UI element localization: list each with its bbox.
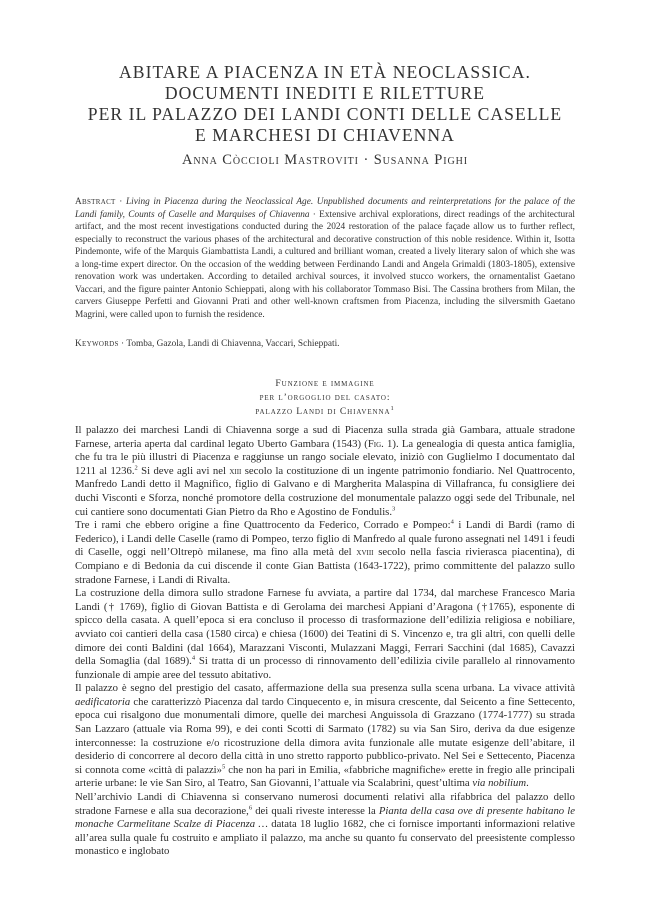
text-run: ). La genealogia di questa antica famiglia, che fu tra le più illustri di Piacenza e raggiunse un rango sociale elevato, iniziò con Guglielmo I documentato dal 1211 al 1236. [75, 437, 575, 477]
text-run: Nell’archivio Landi di Chiavenna si conservano numerosi documenti relativi alla rifabbrica del palazzo dello stradone Farnese e alla sua decorazione, [75, 791, 575, 817]
article-title-line-2: DOCUMENTI INEDITI E RILETTURE [164, 83, 486, 103]
text-run: dei quali riveste interesse la [252, 804, 379, 817]
abstract-label: Abstract [75, 197, 116, 207]
body-paragraph [75, 424, 575, 519]
text-run: La costruzione della dimora sullo stradone Farnese fu avviata, a partire dal 1734, dal marchese Francesco Maria Landi († 1769), figlio di Giovan Battista e di Gerolama dei marchesi Appiani d’Aragona (†1765), esponente di spicco della casata. A quell’epoca si era concluso il processo di trasformazione dell’edilizia religiosa e nobiliare, avviato coi cantieri della casa (1580 circa) e chiesa (1600) dei Teatini di S. Vincenzo e, tra gli altri, con quelli delle dimore dei conti Baldini (dal 1664), Marazzani Visconti, Mulazzani Maggi, Ferrari Sacchini (dal 1685), Cavazzi della Somaglia (dal 1689). [75, 587, 575, 668]
authors-line [0, 152, 650, 169]
footnote-marker: 4 [450, 518, 454, 526]
body-paragraph [75, 682, 575, 791]
author-separator: · [363, 152, 370, 168]
text-run: i Landi di Bardi (ramo di Federico), i Landi delle Caselle (ramo di Pompeo, terzo figlio di Manfredo al quale furono assegnati nel 1491 i feudi di Caselle, oggi nell’Oltrepò milanese, ma fino alla metà del [75, 519, 575, 559]
keywords-label: Keywords [75, 339, 119, 349]
italic-term: aedificatoria [75, 695, 131, 708]
section-heading-line-3 [0, 406, 650, 417]
abstract-english-title: Living in Piacenza during the Neoclassical Age. Unpublished documents and reinterpretations for the palace of the Landi family, Counts of Caselle and Marquises of Chiavenna [75, 197, 575, 220]
roman-numeral: xiii [229, 464, 242, 477]
abstract-text: Extensive archival explorations, direct readings of the architectural artifact, and the most recent investigations conducted during the 2024 restoration of the palace façade allow us to further reflect, especially to reconstruct the various phases of the architectural and decorative construction of this noble residence. Within it, Isotta Pindemonte, wife of the Marquis Giambattista Landi, a cultured and brilliant woman, created a lively literary salon of which she was a long-time expert director. On the occasion of the wedding between Ferdinando Landi and Angela Grimaldi (1803-1805), extensive renovation work was undertaken. According to detailed archival sources, it involved stucco workers, the ornamentalist Gaetano Vaccari, and the figure painter Antonio Schieppati, along with his collaborator Tommaso Bisi. The Cassina brothers from Milan, the carvers Giuseppe Perfetti and Giovanni Prati and other well-known craftsmen from Piacenza, including the silversmith Gaetano Magrini, were called upon to furnish the residence. [75, 209, 575, 320]
footnote-marker: 6 [248, 804, 253, 812]
keywords-separator: · [118, 339, 127, 349]
text-run: . [526, 777, 529, 790]
text-run: secolo la costituzione di un ingente patrimonio fondiario. Nel Quattrocento, Manfredo Landi detto il Magnifico, figlio di Galvano e di Margherita Malaspina di Villafranca, fu consigliere dei duchi Visconti e Sforza, nonché promotore della costruzione del monumentale palazzo oggi sede del Tribunale, nel cui cantiere sono documentati Gian Pietro da Rho e Agostino de Fondulis. [75, 464, 575, 518]
footnote-marker: 2 [134, 464, 138, 472]
text-run: secolo nella fascia rivierasca piacentina), di Compiano e di Bedonia da cui discende il conte Gian Battista (1643-1722), primo committente del palazzo sullo stradone Farnese, i Landi di Rivalta. [75, 546, 576, 586]
abstract-separator: · [309, 209, 320, 220]
text-run: Il palazzo dei marchesi Landi di Chiavenna sorge a sud di Piacenza sulla strada già Gambara, attuale stradone Farnese, arteria aperta dal cardinal legato Uberto Gambara (1543) ( [75, 424, 575, 450]
body-paragraph [75, 587, 575, 682]
text-run: Il palazzo è segno del prestigio del casato, affermazione della sua presenza sulla scena urbana. La vivace attività [75, 682, 575, 695]
author-name: Anna Còccioli Mastroviti [182, 152, 359, 168]
author-name: Susanna Pighi [373, 152, 468, 168]
abstract-separator: · [115, 197, 126, 207]
text-run: che non ha pari in Emilia, «fabbriche magnifiche» erette in fregio alle principali arterie urbane: le vie San Siro, al Teatro, San Giovanni, l’attuale via Scalabrini, quest’ultima [75, 763, 575, 790]
footnote-marker: 3 [392, 505, 396, 512]
body-paragraph [75, 519, 575, 587]
text-run: Tre i rami che ebbero origine a fine Quattrocento da Federico, Corrado e Pompeo: [75, 519, 451, 532]
keywords [75, 338, 575, 350]
text-run: Si tratta di un processo di rinnovamento dell’edilizia civile parallelo al rinnovamento funzionale di ampie aree del tessuto abitativo. [75, 655, 575, 681]
roman-numeral: xviii [356, 546, 374, 559]
italic-document-title: Pianta della casa ove di presente habitano le monache Carmelitane Scalze di Piacenza … [75, 804, 575, 831]
keywords-text: Tomba, Gazola, Landi di Chiavenna, Vaccari, Schieppati. [126, 339, 340, 349]
figure-reference: Fig. 1 [367, 437, 393, 450]
body-text [75, 424, 575, 859]
section-heading-line-2: per l’orgoglio del casato: [259, 392, 391, 403]
body-paragraph [75, 791, 575, 859]
footnote-marker: 5 [222, 763, 226, 771]
footnote-marker: 4 [191, 654, 196, 662]
article-title-line-1: ABITARE A PIACENZA IN ETÀ NEOCLASSICA. [119, 62, 531, 82]
text-run: Si deve agli avi nel [137, 464, 230, 477]
abstract [75, 196, 575, 321]
text-run: datata 18 luglio 1682, che ci fornisce importanti informazioni relative all’area sulla quale fu costruito e ampliato il palazzo, ma anche su quanto fu conservato del preesistente complesso monastico e inglobato [75, 818, 576, 858]
section-heading-text: palazzo Landi di Chiavenna [255, 406, 391, 417]
text-run: che caratterizzò Piacenza dal tardo Cinquecento e, in misura crescente, dal Seicento a fine Settecento, epoca cui risalgono due monumentali dimore, quelle dei marchesi Anguissola di Grazzano (1774-1777) su strada San Lazzaro (attuale via Roma 99), e dei conti Scotti di Sarmato (1782) su via San Siro, deriva da due esigenze interconnesse: la costruzione e/o ricostruzione della dimora avita funzionale alle mutate esigenze dell’abitare, il desiderio di concorrere al decoro della città in uno stretto rapporto pubblico-privato. Nel Sei e Settecento, Piacenza si connota come «città di palazzi» [75, 695, 575, 776]
section-heading-line-1: Funzione e immagine [275, 378, 375, 389]
footnote-marker: 1 [390, 404, 395, 412]
article-title-line-3: PER IL PALAZZO DEI LANDI CONTI DELLE CASELLE [87, 104, 563, 124]
article-title-line-4: E MARCHESI DI CHIAVENNA [195, 125, 455, 145]
italic-term: via nobilium [472, 777, 527, 790]
